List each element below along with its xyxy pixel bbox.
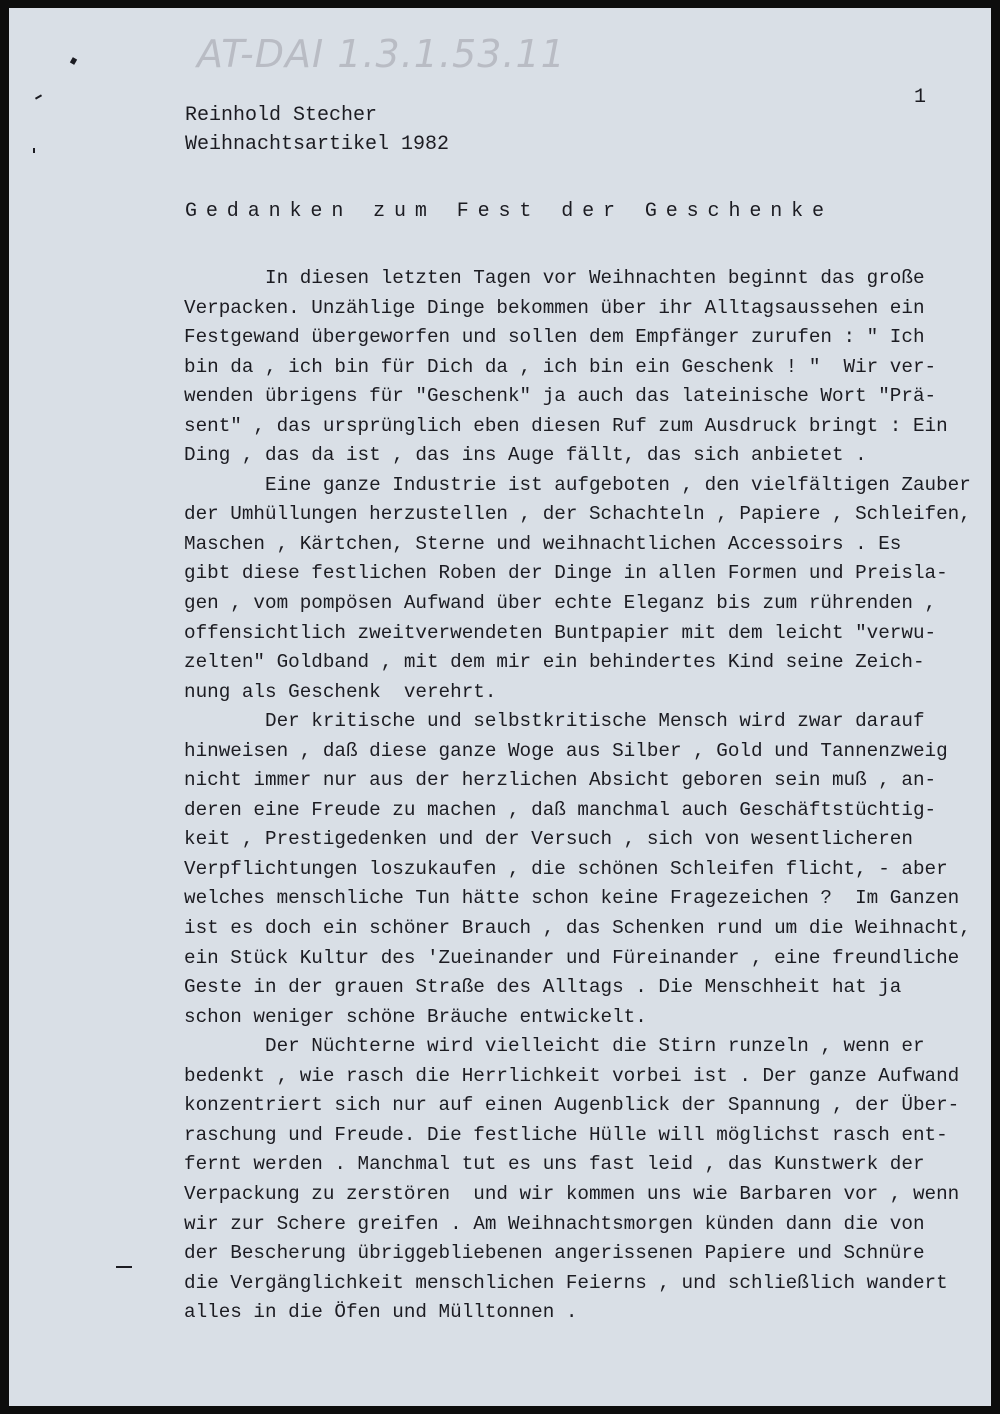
margin-mark xyxy=(33,148,35,153)
text-line: sent" , das ursprünglich eben diesen Ruf zum Ausdruck bringt : Ein xyxy=(184,414,948,437)
page-number: 1 xyxy=(914,86,927,109)
text-line: gibt diese festlichen Roben der Dinge in allen Formen und Preisla- xyxy=(184,562,948,585)
text-line: nung als Geschenk verehrt. xyxy=(184,680,497,703)
body-text xyxy=(184,264,984,1328)
text-line: wir zur Schere greifen . Am Weihnachtsmorgen künden dann die von xyxy=(184,1212,925,1235)
text-line: raschung und Freude. Die festliche Hülle will möglichst rasch ent- xyxy=(184,1123,948,1146)
text-line: Verpackung zu zerstören und wir kommen uns wie Barbaren vor , wenn xyxy=(184,1182,960,1205)
text-line: die Vergänglichkeit menschlichen Feierns , und schließlich wandert xyxy=(184,1271,948,1294)
text-line: keit , Prestigedenken und der Versuch , sich von wesentlicheren xyxy=(184,828,913,851)
text-line: hinweisen , daß diese ganze Woge aus Silber , Gold und Tannenzweig xyxy=(184,739,948,762)
text-line: Festgewand übergeworfen und sollen dem Empfänger zurufen : " Ich xyxy=(184,326,925,349)
text-line: Ding , das da ist , das ins Auge fällt, das sich anbietet . xyxy=(184,444,867,467)
text-line: Geste in der grauen Straße des Alltags . Die Menschheit hat ja xyxy=(184,976,902,999)
text-line: bin da , ich bin für Dich da , ich bin ein Geschenk ! " Wir ver- xyxy=(184,355,937,378)
text-line: fernt werden . Manchmal tut es uns fast leid , das Kunstwerk der xyxy=(184,1153,925,1176)
text-line: der Umhüllungen herzustellen , der Schachteln , Papiere , Schleifen, xyxy=(184,503,971,526)
text-line: nicht immer nur aus der herzlichen Absicht geboren sein muß , an- xyxy=(184,769,937,792)
text-line: Der Nüchterne wird vielleicht die Stirn runzeln , wenn er xyxy=(184,1035,925,1058)
text-line: ist es doch ein schöner Brauch , das Schenken rund um die Weihnacht, xyxy=(184,917,971,940)
text-line: In diesen letzten Tagen vor Weihnachten beginnt das große xyxy=(184,267,925,289)
text-line: konzentriert sich nur auf einen Augenblick der Spannung , der Über- xyxy=(184,1094,960,1117)
article-type: Weihnachtsartikel 1982 xyxy=(185,133,450,156)
margin-mark xyxy=(35,94,42,99)
margin-mark xyxy=(70,57,77,65)
document-title: Gedanken zum Fest der Geschenke xyxy=(185,200,833,223)
author-name: Reinhold Stecher xyxy=(185,104,378,127)
text-line: schon weniger schöne Bräuche entwickelt. xyxy=(184,1005,647,1028)
text-line: bedenkt , wie rasch die Herrlichkeit vorbei ist . Der ganze Aufwand xyxy=(184,1064,960,1087)
text-line: offensichtlich zweitverwendeten Buntpapier mit dem leicht "verwu- xyxy=(184,621,937,644)
text-line: wenden übrigens für "Geschenk" ja auch das lateinische Wort "Prä- xyxy=(184,385,937,408)
text-line: Maschen , Kärtchen, Sterne und weihnachtlichen Accessoirs . Es xyxy=(184,532,902,555)
text-line: der Bescherung übriggebliebenen angerissenen Papiere und Schnüre xyxy=(184,1242,925,1265)
text-line: alles in die Öfen und Mülltonnen . xyxy=(184,1301,578,1324)
document-page xyxy=(9,8,991,1406)
text-line: welches menschliche Tun hätte schon keine Fragezeichen ? Im Ganzen xyxy=(184,887,960,910)
archive-signature-stamp: AT-DAI 1.3.1.53.11 xyxy=(197,32,566,76)
text-line: Verpacken. Unzählige Dinge bekommen über ihr Alltagsaussehen ein xyxy=(184,296,925,319)
text-line: Verpflichtungen loszukaufen , die schönen Schleifen flicht, - aber xyxy=(184,857,948,880)
margin-mark xyxy=(116,1266,132,1268)
text-line: zelten" Goldband , mit dem mir ein behindertes Kind seine Zeich- xyxy=(184,651,925,674)
text-line: Eine ganze Industrie ist aufgeboten , den vielfältigen Zauber xyxy=(184,473,971,496)
text-line: gen , vom pompösen Aufwand über echte Eleganz bis zum rührenden , xyxy=(184,592,937,615)
text-line: Der kritische und selbstkritische Mensch wird zwar darauf xyxy=(184,710,925,733)
text-line: ein Stück Kultur des 'Zueinander und Füreinander , eine freundliche xyxy=(184,946,960,969)
text-line: deren eine Freude zu machen , daß manchmal auch Geschäftstüchtig- xyxy=(184,798,937,821)
